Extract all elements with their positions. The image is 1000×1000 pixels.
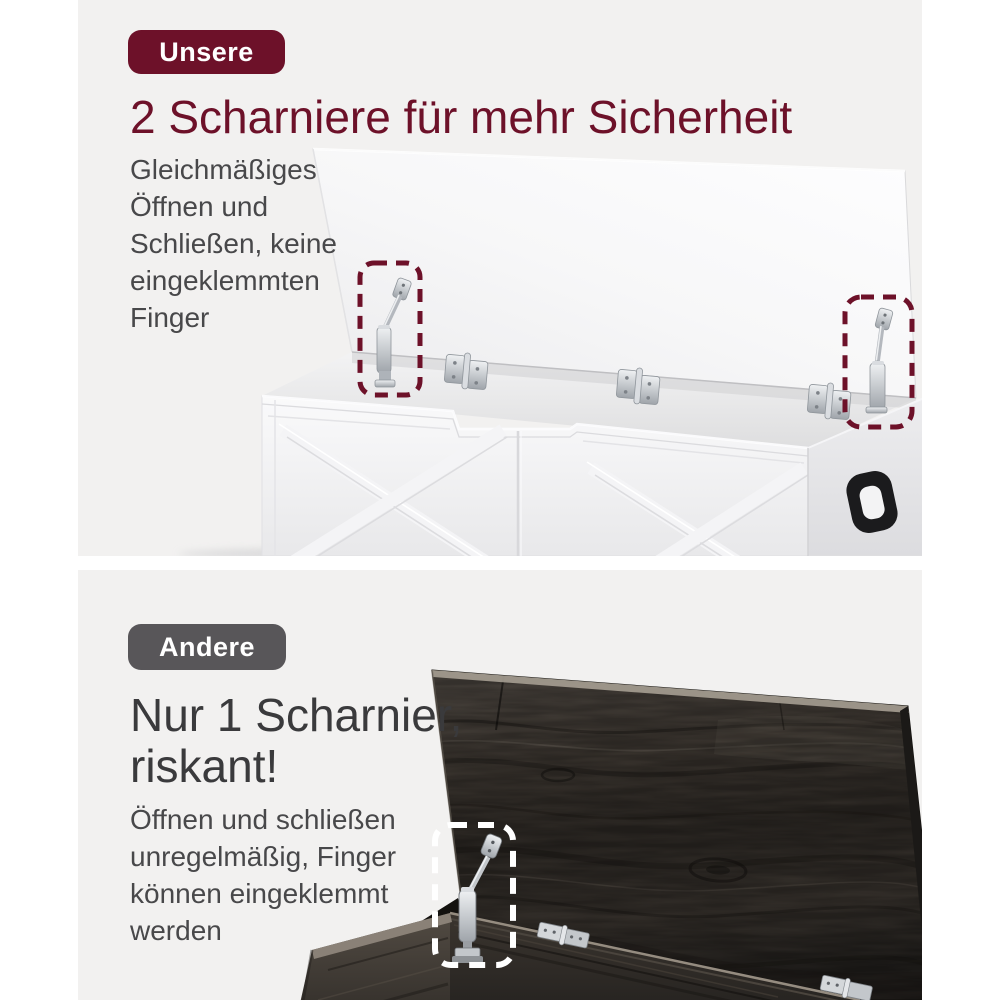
body-line: werden [130,915,222,946]
top-headline: 2 Scharniere für mehr Sicherheit [130,91,793,143]
bottom-headline [130,690,462,792]
other-product-section [78,570,922,1000]
body-line: Schließen, keine [130,228,338,259]
headline-line: riskant! [130,740,279,792]
body-line: Öffnen und schließen [130,804,396,835]
our-badge [128,30,285,74]
others-badge [128,624,286,670]
body-line: Gleichmäßiges [130,154,317,185]
bottom-body-text [130,801,396,949]
top-body-text [130,151,337,336]
our-product-section [78,0,922,556]
body-line: unregelmäßig, Finger [130,841,397,872]
headline-line: Nur 1 Scharnier, [130,689,463,741]
body-line: Finger [130,302,210,333]
body-line: Öffnen und [130,191,269,222]
others-badge-label: Andere [158,631,256,662]
body-line: eingeklemmten [130,265,320,296]
our-badge-label: Unsere [159,36,254,67]
body-line: können eingeklemmt [130,878,389,909]
